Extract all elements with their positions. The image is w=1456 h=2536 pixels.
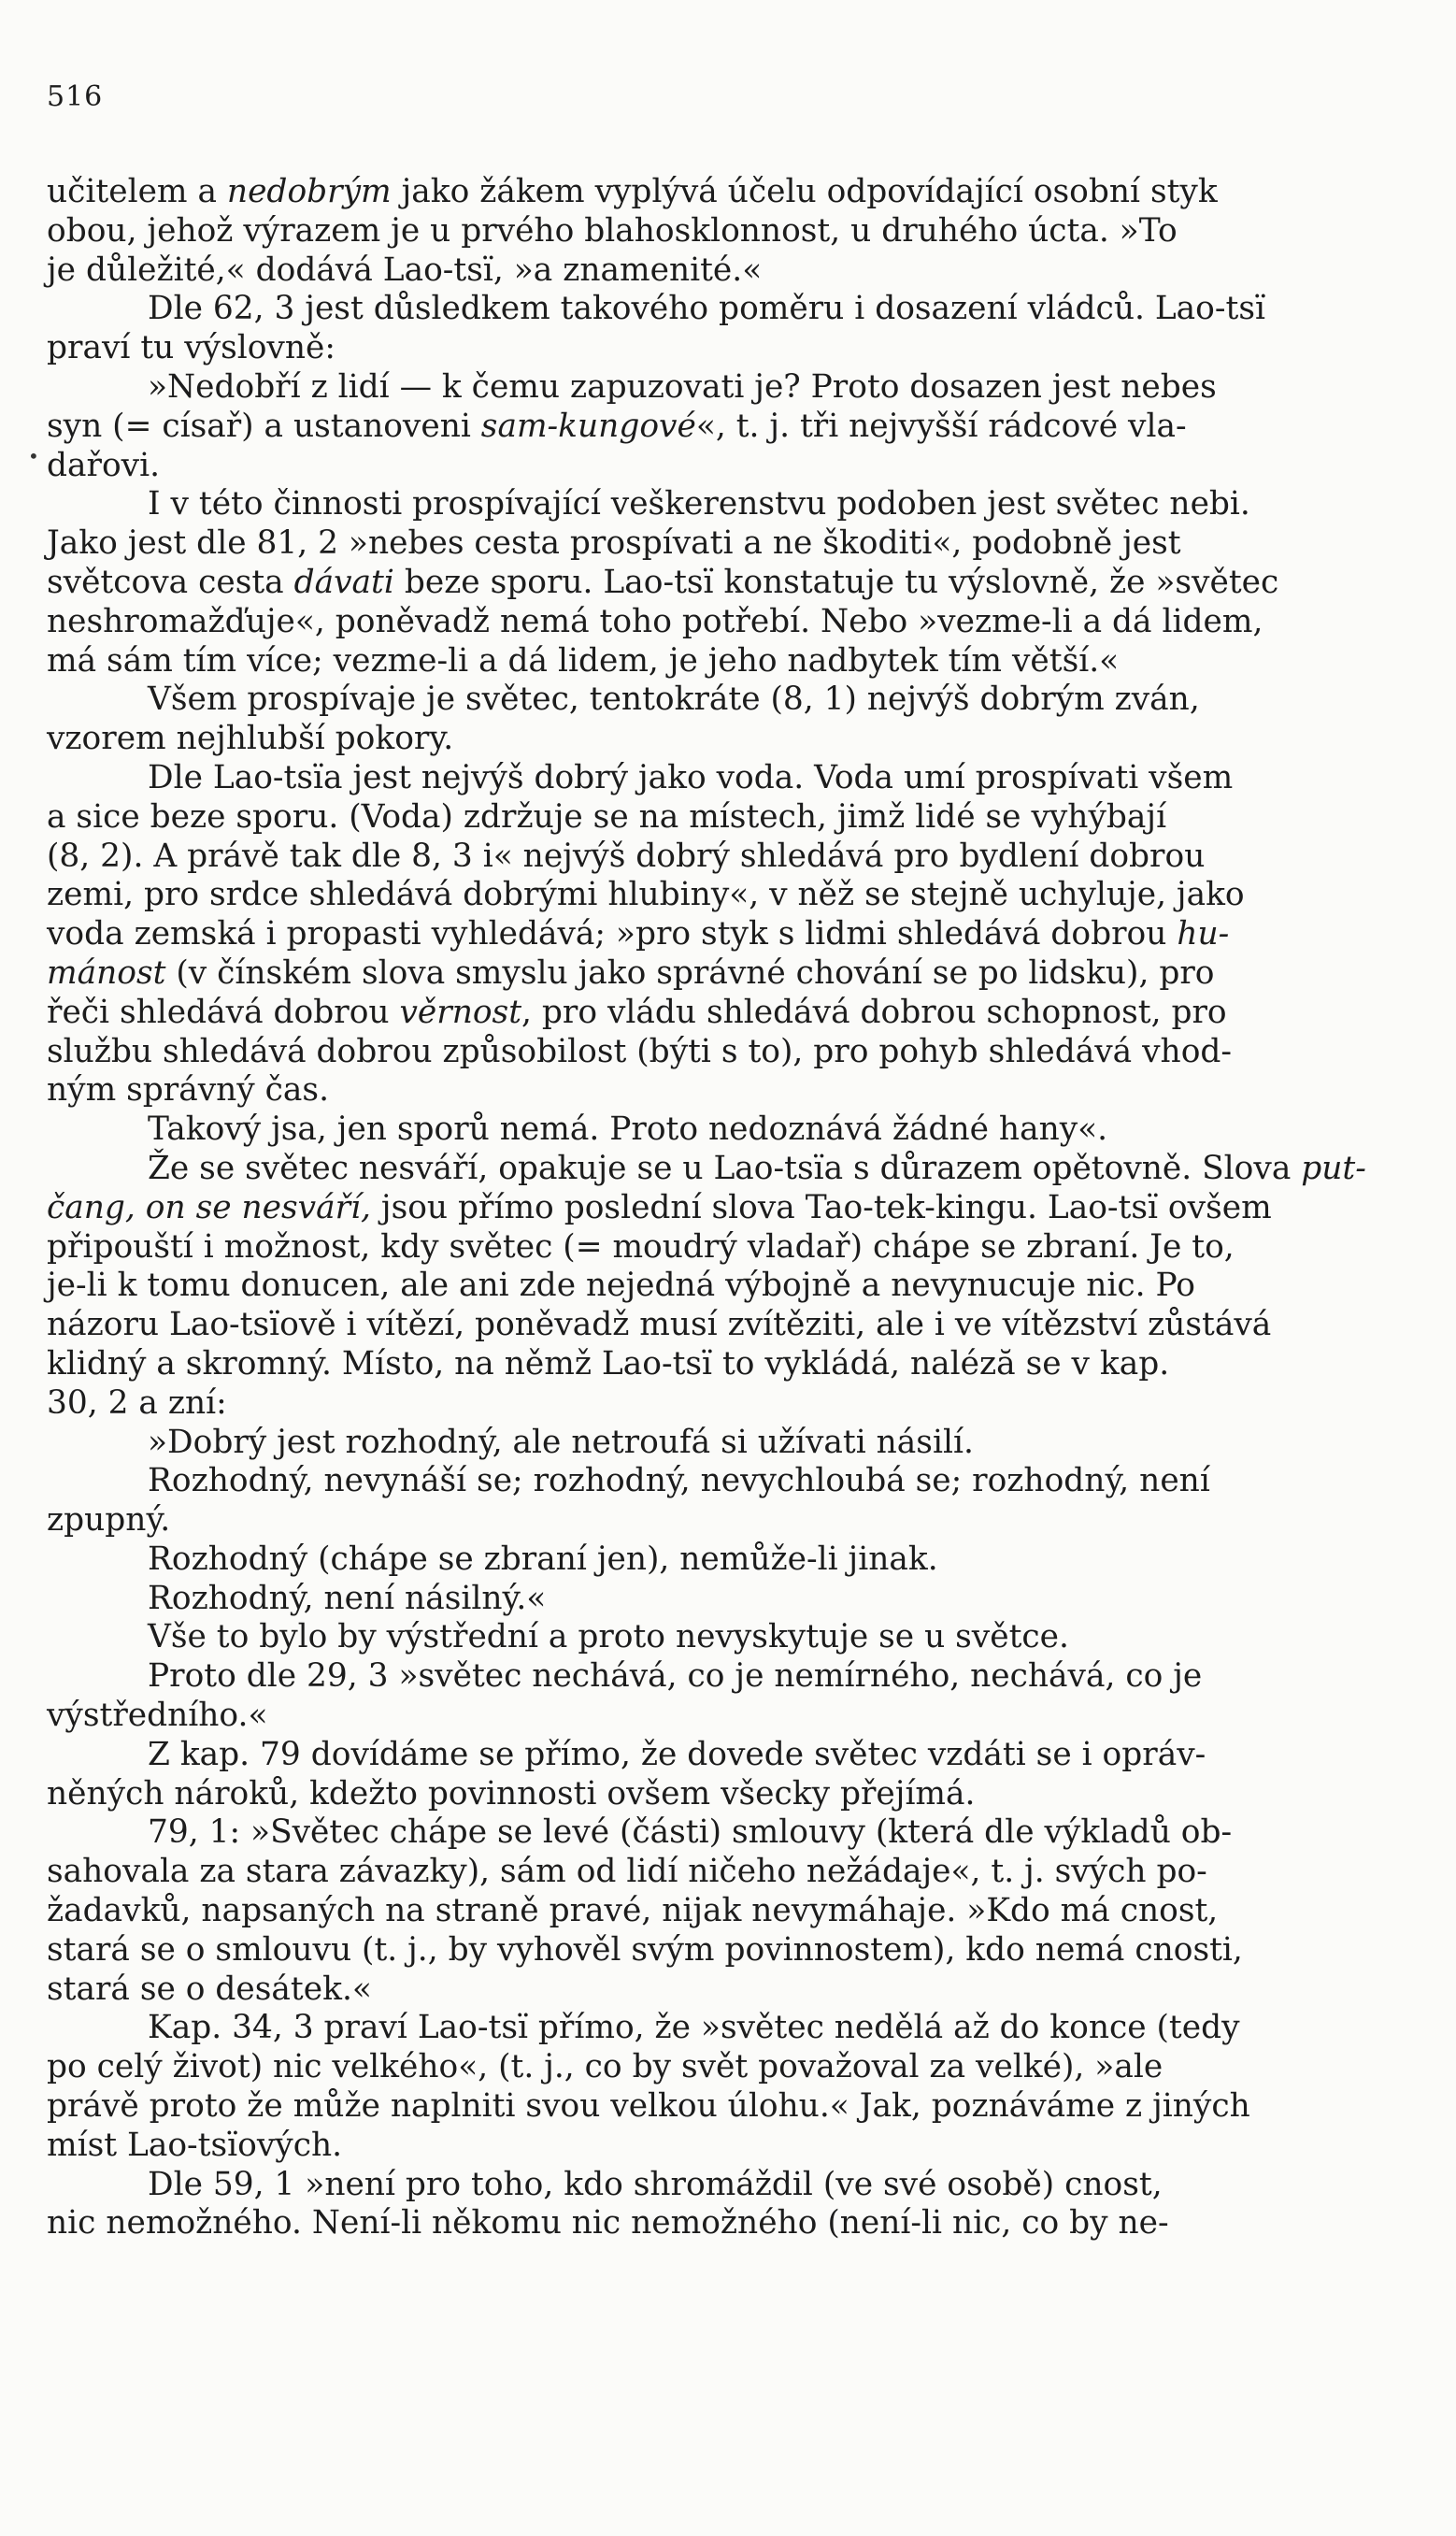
text-line (47, 329, 1416, 368)
text-run: Proto dle 29, 3 »světec nechává, co je nemírného, nechává, co je (148, 1657, 1203, 1696)
text-line (47, 1424, 1416, 1463)
text-run: míst Lao-tsïových. (47, 2126, 343, 2164)
text-run: Z kap. 79 dovídáme se přímo, že dovede světec vzdáti se i opráv- (148, 1735, 1206, 1773)
text-line (47, 954, 1416, 994)
text-line (47, 1501, 1416, 1540)
italic-term: hu- (1177, 915, 1230, 953)
text-line (47, 876, 1416, 915)
text-line (47, 447, 1416, 486)
text-line (47, 290, 1416, 329)
text-run: nic nemožného. Není-li někomu nic nemožného (není-li nic, co by ne- (47, 2204, 1169, 2242)
text-line (47, 838, 1416, 877)
text-line (47, 251, 1416, 291)
text-run: má sám tím více; vezme-li a dá lidem, je jeho nadbytek tím větší.« (47, 641, 1120, 680)
text-line (47, 1228, 1416, 1268)
text-run: , pro vládu shledává dobrou schopnost, pro (521, 993, 1227, 1031)
text-line (47, 915, 1416, 954)
text-line (47, 1306, 1416, 1345)
italic-term: sam-kungové (480, 407, 696, 445)
text-line (47, 2087, 1416, 2127)
text-run: Jako jest dle 81, 2 »nebes cesta prospívati a ne škoditi«, podobně jest (47, 524, 1181, 563)
text-run: dařovi. (47, 446, 161, 484)
text-run: světcova cesta (47, 563, 294, 601)
text-run: po celý život) nic velkého«, (t. j., co by svět považoval za velké), »ale (47, 2048, 1163, 2086)
text-line (47, 1462, 1416, 1501)
text-run: právě proto že může naplniti svou velkou úlohu.« Jak, poznáváme z jiných (47, 2087, 1250, 2126)
text-line (47, 408, 1416, 447)
text-line (47, 368, 1416, 408)
text-run: »Dobrý jest rozhodný, ale netroufá si užívati násilí. (148, 1423, 974, 1461)
text-line (47, 1736, 1416, 1775)
text-line (47, 2204, 1416, 2243)
text-line (47, 1618, 1416, 1657)
text-line (47, 1580, 1416, 1619)
text-run: Kap. 34, 3 praví Lao-tsï přímo, že »světec nedělá až do konce (tedy (148, 2009, 1240, 2047)
text-run: ným správný čas. (47, 1071, 330, 1110)
text-run: službu shledává dobrou způsobilost (býti s to), pro pohyb shledává vhod- (47, 1032, 1233, 1070)
text-line (47, 642, 1416, 681)
text-run: něných nároků, kdežto povinnosti ovšem všecky přejímá. (47, 1774, 976, 1812)
text-line (47, 1970, 1416, 2010)
text-run: Všem prospívaje je světec, tentokráte (8, 1) nejvýš dobrým zván, (148, 681, 1200, 719)
text-run: Rozhodný, není násilný.« (148, 1579, 547, 1617)
text-run: vzorem nejhlubší pokory. (47, 720, 454, 758)
text-run: jsou přímo poslední slova Tao-tek-kingu. Lao-tsï ovšem (370, 1188, 1272, 1226)
text-line (47, 564, 1416, 603)
text-line (47, 485, 1416, 524)
text-line (47, 524, 1416, 564)
text-run: syn (= císař) a ustanoveni (47, 407, 481, 445)
text-line (47, 1853, 1416, 1892)
text-run: (v čínském slova smyslu jako správné chování se po lidsku), pro (165, 953, 1215, 992)
text-run: názoru Lao-tsïově i vítězí, poněvadž musí zvítěziti, ale i ve vítězství zůstává (47, 1306, 1272, 1344)
text-run: stará se o smlouvu (t. j., by vyhověl svým povinnostem), kdo nemá cnosti, (47, 1930, 1243, 1969)
margin-mark: • (28, 445, 39, 467)
text-run: «, t. j. tři nejvyšší rádcové vla- (695, 407, 1187, 445)
text-run: výstředního.« (47, 1697, 268, 1735)
text-line (47, 798, 1416, 838)
text-run: praví tu výslovně: (47, 329, 335, 367)
text-run: Rozhodný, nevynáší se; rozhodný, nevychloubá se; rozhodný, není (148, 1462, 1210, 1500)
text-line (47, 1345, 1416, 1384)
text-line (47, 1775, 1416, 1814)
text-run: Dle 62, 3 jest důsledkem takového poměru i dosazení vládců. Lao-tsï (148, 290, 1265, 328)
text-run: je-li k tomu donucen, ale ani zde nejedná výbojně a nevynucuje nic. Po (47, 1267, 1195, 1305)
text-run: neshromažďuje«, poněvadž nemá toho potřebí. Nebo »vezme-li a dá lidem, (47, 602, 1263, 640)
text-run: jako žákem vyplývá účelu odpovídající osobní styk (391, 173, 1218, 210)
text-run: klidný a skromný. Místo, na němž Lao-tsï to vykládá, naléză se v kap. (47, 1344, 1170, 1383)
text-line (47, 1931, 1416, 1970)
text-run: beze sporu. Lao-tsï konstatuje tu výslovně, že »světec (393, 563, 1279, 601)
text-run: 30, 2 a zní: (47, 1383, 227, 1422)
page-number: 516 (47, 80, 104, 113)
text-run: Rozhodný (chápe se zbraní jen), nemůže-li jinak. (148, 1540, 938, 1578)
text-line (47, 994, 1416, 1033)
text-line (47, 1189, 1416, 1228)
text-run: (8, 2). A právě tak dle 8, 3 i« nejvýš dobrý shledává pro bydlení dobrou (47, 837, 1206, 875)
text-line (47, 1033, 1416, 1072)
text-line (47, 681, 1416, 720)
text-run: Takový jsa, jen sporů nemá. Proto nedoznává žádné hany«. (148, 1110, 1108, 1149)
text-run: a sice beze sporu. (Voda) zdržuje se na místech, jimž lidé se vyhýbají (47, 797, 1167, 836)
text-line (47, 1110, 1416, 1150)
text-run: připouští i možnost, kdy světec (= moudrý vladař) chápe se zbraní. Je to, (47, 1227, 1235, 1266)
text-line (47, 1697, 1416, 1736)
text-run: stará se o desátek.« (47, 1970, 372, 2008)
text-line (47, 1150, 1416, 1189)
text-run: žadavků, napsaných na straně pravé, nijak nevymáhaje. »Kdo má cnost, (47, 1892, 1219, 1930)
text-run: voda zemská i propasti vyhledává; »pro styk s lidmi shledává dobrou (47, 915, 1178, 953)
text-line (47, 603, 1416, 642)
text-run: sahovala za stara závazky), sám od lidí ničeho nežádaje«, t. j. svých po- (47, 1853, 1207, 1891)
text-line (47, 173, 1416, 212)
italic-term: put- (1301, 1149, 1366, 1187)
body-text (47, 173, 1416, 2243)
text-run: I v této činnosti prospívající veškerenstvu podoben jest světec nebi. (148, 485, 1250, 523)
text-line (47, 2048, 1416, 2087)
text-run: řeči shledává dobrou (47, 993, 400, 1031)
text-line (47, 2009, 1416, 2048)
text-line (47, 720, 1416, 759)
text-run: Dle Lao-tsïa jest nejvýš dobrý jako voda. Voda umí prospívati všem (148, 758, 1234, 796)
text-run: Dle 59, 1 »není pro toho, kdo shromáždil (ve své osobě) cnost, (148, 2165, 1163, 2203)
italic-term: dávati (293, 563, 394, 601)
text-line (47, 212, 1416, 251)
text-line (47, 1071, 1416, 1110)
text-run: zemi, pro srdce shledává dobrými hlubiny«, v něž se stejně uchyluje, jako (47, 876, 1245, 914)
text-line (47, 1657, 1416, 1697)
text-run: obou, jehož výrazem je u prvého blahosklonnost, u druhého úcta. »To (47, 211, 1178, 250)
text-line (47, 1267, 1416, 1306)
text-line (47, 1540, 1416, 1580)
text-line (47, 1892, 1416, 1931)
italic-term: čang, on se nesváří, (47, 1188, 371, 1226)
text-run: »Nedobří z lidí — k čemu zapuzovati je? Proto dosazen jest nebes (148, 367, 1217, 406)
text-run: Vše to bylo by výstřední a proto nevyskytuje se u světce. (148, 1618, 1069, 1656)
text-run: zpupný. (47, 1501, 171, 1540)
text-line (47, 1384, 1416, 1424)
text-line (47, 1813, 1416, 1853)
italic-term: věrnost (399, 993, 522, 1031)
text-run: Že se světec nesváří, opakuje se u Lao-tsïa s důrazem opětovně. Slova (148, 1149, 1302, 1187)
text-run: 79, 1: »Světec chápe se levé (části) smlouvy (která dle výkladů ob- (148, 1813, 1233, 1852)
text-line (47, 2166, 1416, 2205)
italic-term: nedobrým (226, 173, 392, 210)
text-line (47, 2127, 1416, 2166)
text-line (47, 759, 1416, 798)
text-run: učitelem a (47, 173, 227, 210)
italic-term: mánost (47, 953, 166, 992)
text-run: je důležité,« dodává Lao-tsï, »a znamenité.« (47, 251, 763, 289)
